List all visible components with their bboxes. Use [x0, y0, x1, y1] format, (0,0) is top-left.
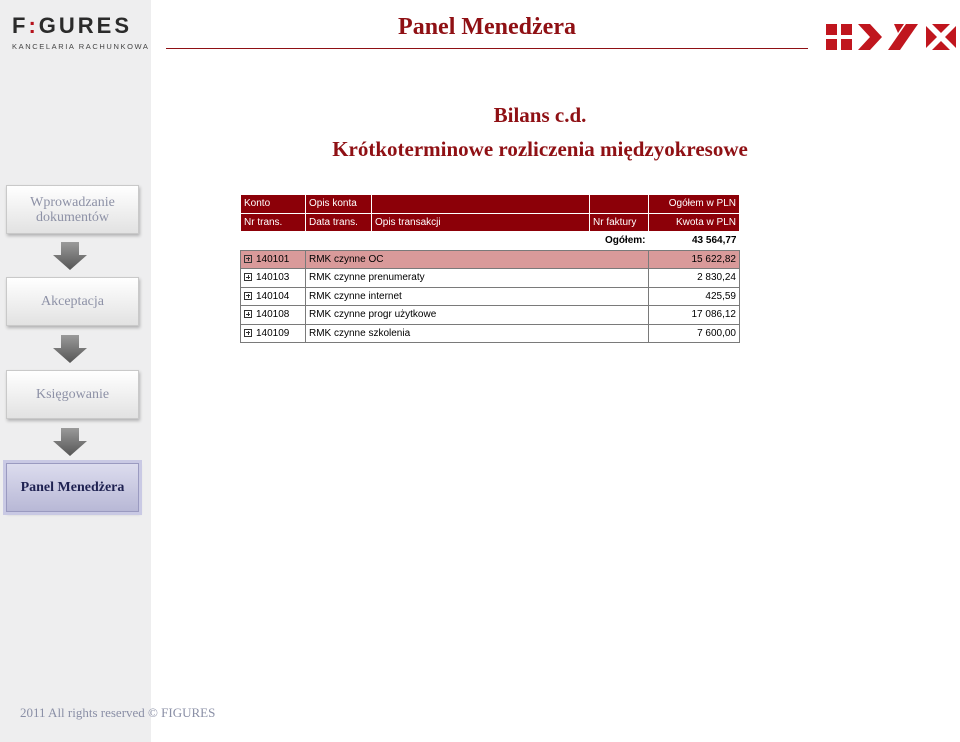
- total-label: Ogółem:: [241, 232, 649, 251]
- logo-wordmark: F:GURES: [12, 13, 133, 38]
- page-title: Bilans c.d.: [493, 103, 587, 127]
- account-cell[interactable]: 140101: [241, 250, 306, 269]
- step-panel-menedzera[interactable]: [6, 463, 139, 512]
- step-label: Wprowadzanie dokumentów: [30, 194, 115, 225]
- expand-icon[interactable]: [244, 310, 252, 318]
- account-description-cell: RMK czynne progr użytkowe: [306, 306, 649, 325]
- column-header-nr-trans[interactable]: Nr trans.: [241, 213, 306, 232]
- header-divider: [166, 48, 808, 49]
- sidebar: [0, 0, 151, 742]
- expand-icon[interactable]: [244, 273, 252, 281]
- arrow-down-icon: [53, 335, 87, 363]
- expand-icon[interactable]: [244, 292, 252, 300]
- total-value: 43 564,77: [649, 232, 740, 251]
- total-row: [241, 232, 740, 251]
- account-cell[interactable]: 140104: [241, 287, 306, 306]
- amount-cell: 425,59: [649, 287, 740, 306]
- expand-icon[interactable]: [244, 255, 252, 263]
- column-header-opis-transakcji[interactable]: Opis transakcji: [372, 213, 590, 232]
- figures-logo[interactable]: [12, 13, 150, 54]
- account-description-cell: RMK czynne internet: [306, 287, 649, 306]
- report-table: [240, 194, 740, 343]
- arrow-down-icon: [53, 428, 87, 456]
- column-header-opis-konta[interactable]: Opis konta: [306, 195, 372, 214]
- table-header-row-accounts: [241, 195, 740, 214]
- column-header-nr-faktury[interactable]: Nr faktury: [590, 213, 649, 232]
- column-header-empty: [372, 195, 590, 214]
- table-row[interactable]: [241, 324, 740, 343]
- step-label: Księgowanie: [35, 387, 110, 402]
- account-description-cell: RMK czynne szkolenia: [306, 324, 649, 343]
- column-header-ogolem[interactable]: Ogółem w PLN: [649, 195, 740, 214]
- header-title: Panel Menedżera: [398, 14, 576, 40]
- amount-cell: 15 622,82: [649, 250, 740, 269]
- footer-copyright: 2011 All rights reserved © FIGURES: [20, 705, 216, 720]
- amount-cell: 2 830,24: [649, 269, 740, 288]
- account-description-cell: RMK czynne prenumeraty: [306, 269, 649, 288]
- logo-subtitle: KANCELARIA RACHUNKOWA: [12, 42, 150, 51]
- table-row[interactable]: [241, 306, 740, 325]
- arrow-down-icon: [53, 242, 87, 270]
- table-row[interactable]: [241, 287, 740, 306]
- table-header-row-transactions: [241, 213, 740, 232]
- account-description-cell: RMK czynne OC: [306, 250, 649, 269]
- account-cell[interactable]: 140108: [241, 306, 306, 325]
- column-header-data-trans[interactable]: Data trans.: [306, 213, 372, 232]
- expand-icon[interactable]: [244, 329, 252, 337]
- column-header-konto[interactable]: Konto: [241, 195, 306, 214]
- brand-mark-icon: [826, 22, 956, 52]
- column-header-kwota[interactable]: Kwota w PLN: [649, 213, 740, 232]
- column-header-empty: [590, 195, 649, 214]
- step-akceptacja[interactable]: [6, 277, 139, 326]
- page-subtitle: Krótkoterminowe rozliczenia międzyokresowe: [332, 137, 748, 161]
- step-ksiegowanie[interactable]: [6, 370, 139, 419]
- step-label: Akceptacja: [41, 294, 104, 309]
- table-row[interactable]: [241, 269, 740, 288]
- account-cell[interactable]: 140103: [241, 269, 306, 288]
- account-cell[interactable]: 140109: [241, 324, 306, 343]
- step-wprowadzanie-dokumentow[interactable]: [6, 185, 139, 234]
- step-label: Panel Menedżera: [20, 480, 125, 495]
- amount-cell: 17 086,12: [649, 306, 740, 325]
- table-row[interactable]: [241, 250, 740, 269]
- amount-cell: 7 600,00: [649, 324, 740, 343]
